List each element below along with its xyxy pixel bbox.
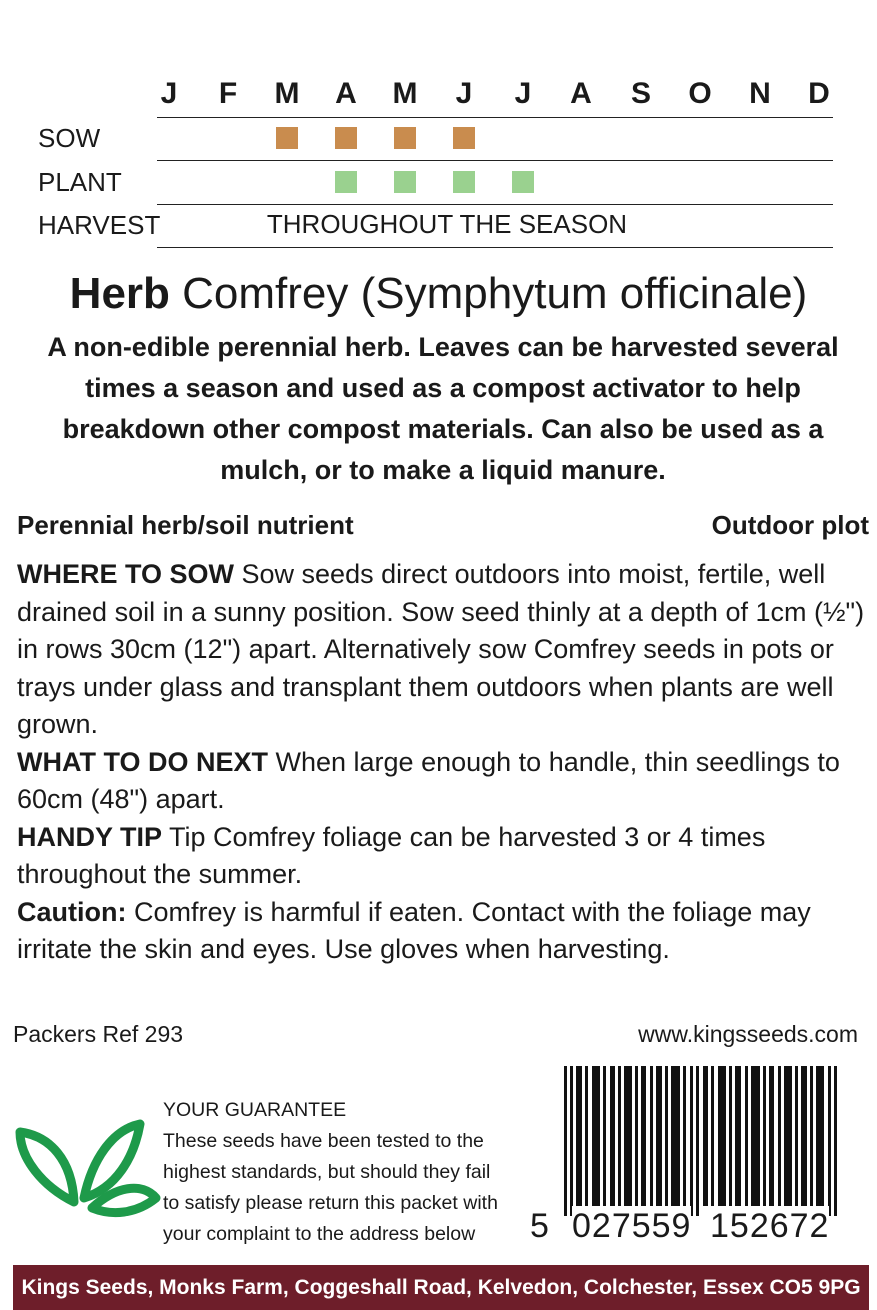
product-name: Comfrey (Symphytum officinale) — [182, 269, 808, 318]
month-sep: S — [630, 77, 651, 110]
guarantee-line: These seeds have been tested to the — [163, 1130, 484, 1152]
where-to-sow-paragraph — [17, 556, 867, 744]
sow-marker-apr — [335, 127, 357, 149]
product-type: Herb — [69, 269, 170, 318]
caution-paragraph — [17, 894, 867, 969]
guarantee-heading: YOUR GUARANTEE — [163, 1099, 347, 1121]
guarantee-line: highest standards, but should they fail — [163, 1161, 491, 1183]
website-url: www.kingsseeds.com — [638, 1021, 858, 1047]
calendar-rule — [157, 160, 833, 161]
leaf-logo-icon — [12, 1112, 162, 1220]
footer-address-bar: Kings Seeds, Monks Farm, Coggeshall Road, Kelvedon, Colchester, Essex CO5 9PG — [13, 1265, 869, 1310]
month-nov: N — [749, 77, 771, 110]
where-to-sow-text: Sow seeds direct outdoors into moist, fertile, well drained soil in a sunny position. Sow seed thinly at a depth of 1cm (½") in rows 30cm (12") apart. Alternatively sow Comfrey seeds in pots or trays under glass and transplant them outdoors when plants are well grown. — [17, 559, 865, 739]
calendar-rule — [157, 247, 833, 248]
where-to-sow-heading: WHERE TO SOW — [17, 559, 235, 589]
sow-marker-may — [394, 127, 416, 149]
calendar-rule — [157, 117, 833, 118]
guarantee-line: to satisfy please return this packet with — [163, 1192, 498, 1214]
sow-marker-mar — [276, 127, 298, 149]
growing-instructions — [17, 556, 867, 969]
product-title — [0, 266, 877, 322]
month-oct: O — [688, 77, 712, 110]
month-apr: A — [335, 77, 357, 110]
handy-tip-heading: HANDY TIP — [17, 821, 163, 852]
harvest-row-label: HARVEST — [38, 210, 161, 240]
product-description: A non-edible perennial herb. Leaves can be harvested several times a season and used as a compost activator to help breakdown other compost materials. Can also be used as a mulch, or to make a liquid manure. — [47, 332, 839, 485]
what-to-do-next-paragraph — [17, 744, 867, 819]
product-category: Perennial herb/soil nutrient — [17, 510, 354, 540]
barcode-digit-first: 5 — [530, 1207, 549, 1245]
handy-tip-text: Tip Comfrey foliage can be harvested 3 or 4 times throughout the summer. — [17, 821, 766, 889]
caution-text: Comfrey is harmful if eaten. Contact with the foliage may irritate the skin and eyes. Use gloves when harvesting. — [17, 896, 811, 964]
month-aug: A — [570, 77, 592, 110]
plant-marker-jul — [512, 171, 534, 193]
month-dec: D — [808, 77, 830, 110]
plant-marker-jun — [453, 171, 475, 193]
handy-tip-paragraph — [17, 819, 867, 894]
guarantee-block — [163, 1095, 533, 1250]
month-mar: M — [274, 77, 300, 110]
month-jun: J — [455, 77, 473, 110]
guarantee-line: your complaint to the address below — [163, 1223, 476, 1245]
month-may: M — [392, 77, 418, 110]
barcode-digits-left: 027559 — [572, 1207, 692, 1245]
month-jan: J — [160, 77, 178, 110]
caution-heading: Caution: — [17, 896, 127, 927]
sow-row-label: SOW — [38, 123, 101, 153]
plant-marker-apr — [335, 171, 357, 193]
what-to-do-next-text: When large enough to handle, thin seedlings to 60cm (48") apart. — [17, 746, 840, 814]
barcode-digits-right: 152672 — [710, 1207, 830, 1245]
packers-ref: Packers Ref 293 — [13, 1021, 184, 1047]
what-to-do-next-heading: WHAT TO DO NEXT — [17, 746, 268, 777]
barcode-bars — [564, 1066, 840, 1216]
sow-marker-jun — [453, 127, 475, 149]
plant-row-label: PLANT — [38, 167, 122, 197]
growing-location: Outdoor plot — [711, 510, 869, 540]
calendar-rule — [157, 204, 833, 205]
plant-marker-may — [394, 171, 416, 193]
barcode — [530, 1060, 860, 1250]
sowing-calendar — [0, 0, 877, 255]
month-feb: F — [218, 77, 238, 110]
month-jul: J — [514, 77, 532, 110]
harvest-period: THROUGHOUT THE SEASON — [266, 209, 628, 239]
